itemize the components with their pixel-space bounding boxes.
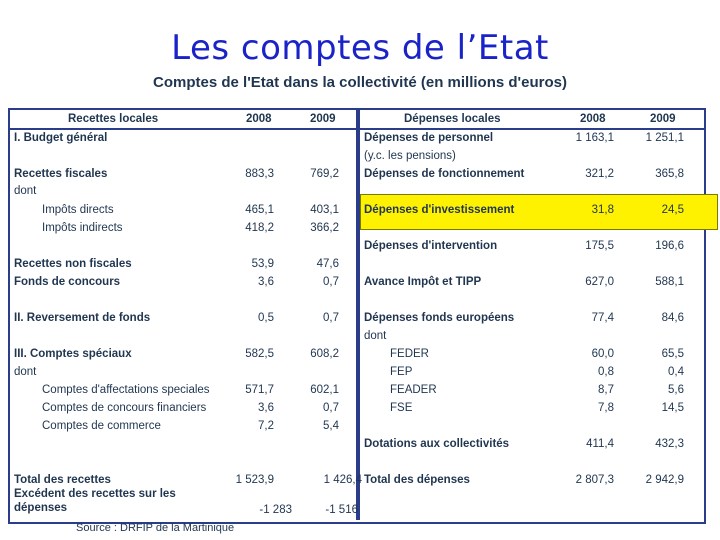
left-row-label: Recettes non fiscales (14, 258, 132, 270)
left-row-label: Impôts indirects (42, 222, 123, 234)
left-row-2009: 769,2 (310, 168, 339, 180)
left-row-2008: 582,5 (245, 348, 274, 360)
right-row-2009: 0,4 (668, 366, 684, 378)
header-right-2009: 2009 (650, 113, 676, 125)
slide-title: Les comptes de l’Etat (171, 28, 549, 68)
left-row-label: dépenses (14, 502, 68, 514)
header-depenses-locales: Dépenses locales (404, 113, 501, 125)
left-row-label: Recettes fiscales (14, 168, 108, 180)
left-row-label: I. Budget général (14, 132, 108, 144)
left-row-label: Fonds de concours (14, 276, 121, 288)
left-row-2008: 883,3 (245, 168, 274, 180)
left-row-2008: 571,7 (245, 384, 274, 396)
left-row-2009: 403,1 (310, 204, 339, 216)
left-row-2009: 0,7 (323, 276, 339, 288)
left-row-2008: 53,9 (251, 258, 274, 270)
right-row-2008: 2 807,3 (575, 474, 614, 486)
left-row-2009: 0,7 (323, 402, 339, 414)
right-row-2008: 321,2 (585, 168, 614, 180)
left-row-2008: 7,2 (258, 420, 274, 432)
left-row-2008: 1 523,9 (235, 474, 274, 486)
right-row-2008: 31,8 (591, 204, 614, 216)
right-row-label: Dépenses de fonctionnement (364, 168, 525, 180)
right-row-2009: 5,6 (668, 384, 684, 396)
right-row-2008: 0,8 (598, 366, 614, 378)
left-row-2009: 0,7 (323, 312, 339, 324)
left-row-label: III. Comptes spéciaux (14, 348, 132, 360)
left-row-label: Comptes de concours financiers (42, 402, 207, 414)
left-row-2009: 608,2 (310, 348, 339, 360)
left-row-2008: 418,2 (245, 222, 274, 234)
right-row-2008: 411,4 (586, 438, 614, 450)
header-left-2008: 2008 (246, 113, 272, 125)
left-row-2008: 3,6 (258, 402, 274, 414)
left-row-2008: 3,6 (258, 276, 274, 288)
right-row-2009: 24,5 (661, 204, 684, 216)
right-row-2008: 7,8 (598, 402, 614, 414)
right-row-2009: 65,5 (661, 348, 684, 360)
right-row-2009: 432,3 (655, 438, 684, 450)
right-row-2008: 1 163,1 (575, 132, 614, 144)
right-row-2009: 588,1 (655, 276, 684, 288)
right-row-2008: 627,0 (585, 276, 614, 288)
left-row-label: II. Reversement de fonds (14, 312, 151, 324)
right-row-label: Total des dépenses (364, 474, 470, 486)
right-row-2008: 8,7 (598, 384, 614, 396)
right-row-2009: 196,6 (655, 240, 684, 252)
source-note: Source : DRFIP de la Martinique (76, 522, 235, 534)
right-row-2009: 2 942,9 (645, 474, 684, 486)
left-row-2009: 602,1 (310, 384, 339, 396)
header-left-2009: 2009 (310, 113, 336, 125)
left-row-label: Comptes de commerce (42, 420, 161, 432)
right-row-2008: 60,0 (591, 348, 614, 360)
right-row-label: Dépenses d'investissement (364, 204, 515, 216)
right-row-2009: 365,8 (655, 168, 684, 180)
left-row-2009: 47,6 (316, 258, 339, 270)
left-row-label: Total des recettes (14, 474, 111, 486)
right-row-label: FSE (390, 402, 413, 414)
column-divider (356, 110, 360, 520)
right-row-label: Dotations aux collectivités (364, 438, 510, 450)
left-row-2008: 0,5 (258, 312, 274, 324)
right-row-2009: 1 251,1 (645, 132, 684, 144)
right-row-label: Dépenses d'intervention (364, 240, 498, 252)
table-title: Comptes de l'Etat dans la collectivité (en millions d'euros) (153, 74, 567, 91)
right-row-label: dont (364, 330, 387, 342)
left-row-2008: -1 283 (259, 504, 292, 516)
left-row-2009: -1 516 (325, 504, 358, 516)
left-row-2008: 465,1 (245, 204, 274, 216)
left-row-label: dont (14, 366, 37, 378)
right-row-label: FEDER (390, 348, 429, 360)
right-row-label: Avance Impôt et TIPP (364, 276, 482, 288)
right-row-2008: 175,5 (585, 240, 614, 252)
right-row-label: Dépenses de personnel (364, 132, 494, 144)
header-right-2008: 2008 (580, 113, 606, 125)
right-row-label: FEP (390, 366, 413, 378)
right-row-2009: 84,6 (661, 312, 684, 324)
left-row-2009: 366,2 (310, 222, 339, 234)
left-row-label: Comptes d'affectations speciales (42, 384, 210, 396)
left-row-2009: 5,4 (323, 420, 339, 432)
right-row-2009: 14,5 (661, 402, 684, 414)
left-row-2009: 1 426,4 (323, 474, 362, 486)
right-row-label: (y.c. les pensions) (364, 150, 456, 162)
left-row-label: Impôts directs (42, 204, 114, 216)
right-row-label: FEADER (390, 384, 437, 396)
right-row-2008: 77,4 (591, 312, 614, 324)
left-row-label: Excédent des recettes sur les (14, 488, 176, 500)
right-row-label: Dépenses fonds européens (364, 312, 515, 324)
header-recettes-locales: Recettes locales (68, 113, 159, 125)
left-row-label: dont (14, 185, 37, 197)
